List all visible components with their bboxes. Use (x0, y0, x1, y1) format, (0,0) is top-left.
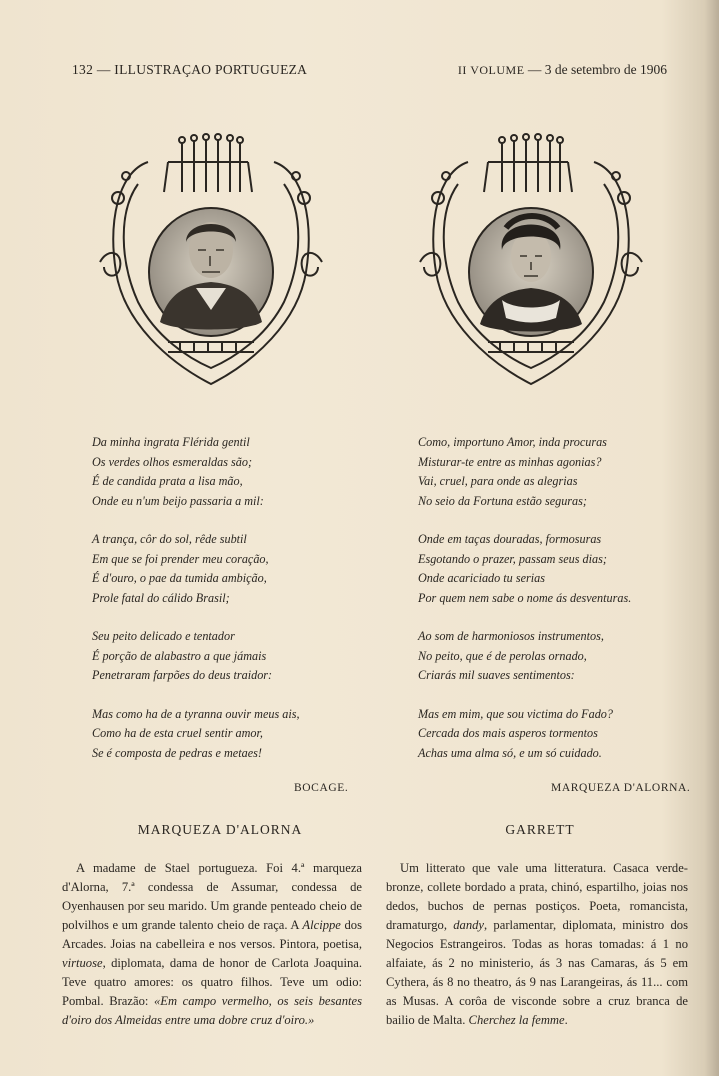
poem-line: Como ha de esta cruel sentir amor, (92, 726, 263, 740)
poem-line: É de candida prata a lisa mão, (92, 474, 243, 488)
bio-emphasis: «Em campo vermelho, os seis besantes d'oiro dos Almeidas entre uma dobre cruz d'oiro.» (62, 994, 362, 1027)
poem-line: Onde acariciado tu serias (418, 571, 545, 585)
poem-line: Mas em mim, que sou victima do Fado? (418, 706, 613, 721)
poem-line: Em que se foi prender meu coração, (92, 551, 269, 566)
poem-line: Ao som de harmoniosos instrumentos, (418, 629, 604, 643)
bio-text: . (564, 1013, 568, 1027)
bio-text: Um litterato que vale uma litteratura. Casaca verde-bronze, collete bordado a prata, chinó, espartilho, joias nos dedos, buchos de pernas postiços. Poeta, romancista, dramaturgo, (386, 861, 688, 932)
poem-line: Se é composta de pedras e metaes! (92, 745, 262, 760)
section-title-alorna: MARQUEZA D'ALORNA (137, 822, 303, 837)
poem-line: Por quem nem sabe o nome ás desventuras. (418, 590, 632, 605)
poem-line: Penetraram farpões do deus traidor: (92, 668, 273, 682)
poem-line: É d'ouro, o pae da tumida ambição, (92, 571, 267, 585)
poem-stanza (418, 627, 631, 686)
poem-line: No seio da Fortuna estão seguras; (418, 493, 587, 508)
running-header-date (458, 62, 667, 78)
poem-line: Onde eu n'um beijo passaria a mil: (92, 493, 264, 508)
section-title-garrett: GARRETT (505, 822, 575, 837)
portrait-alorna-lyre (418, 132, 644, 390)
poem-stanza (92, 705, 300, 764)
poem-alorna (418, 433, 631, 782)
poem-line: Prole fatal do cálido Brasil; (92, 590, 230, 605)
biography-alorna (62, 859, 362, 1030)
poem-stanza (92, 433, 300, 511)
bio-text: , parlamentar, diplomata, ministro dos Negocios Estrangeiros. Todas as horas tomadas: á 1 no alfaiate, ás 2 no ministerio, ás 3 nas Camaras, ás 5 em Cythera, ás 8 no theatro, ás 9 nas Larangeiras, ás 11... com as Musas. A corôa de visconde sobre a cruz branca de bailio de Malta. (386, 918, 688, 1027)
poem-line: Vai, cruel, para onde as alegrias (418, 474, 578, 488)
running-header-title: 132 — ILLUSTRAÇAO PORTUGUEZA (72, 62, 308, 77)
poem-line: Onde em taças douradas, formosuras (418, 532, 602, 546)
poem-stanza (418, 530, 631, 608)
signature-alorna: MARQUEZA D'ALORNA. (551, 782, 691, 794)
biography-garrett (386, 859, 688, 1030)
issue-date: — 3 de setembro de 1906 (527, 62, 667, 77)
bio-emphasis: dandy (453, 918, 485, 932)
poem-stanza (418, 705, 631, 764)
poem-line: Da minha ingrata Flérida gentil (92, 435, 250, 449)
bio-text: , diplomata, dama de honor de Carlota Joaquina. Teve quatro amores: os quatro filhos. Teve um odio: Pombal. Brazão: (62, 956, 362, 1008)
poem-stanza (92, 530, 300, 608)
poem-line: Mas como ha de a tyranna ouvir meus ais, (92, 706, 300, 721)
volume-label: II VOLUME (457, 63, 525, 77)
poem-line: No peito, que é de perolas ornado, (418, 648, 587, 663)
poem-line: Criarás mil suaves sentimentos: (418, 668, 575, 682)
signature-bocage: BOCAGE. (294, 782, 349, 794)
bio-text: dos Arcades. Joias na cabelleira e nos versos. Pintora, poetisa, (62, 918, 362, 951)
poem-line: Misturar-te entre as minhas agonias? (418, 454, 602, 469)
poem-line: Como, importuno Amor, inda procuras (418, 435, 607, 449)
poem-line: Seu peito delicado e tentador (92, 629, 235, 643)
bio-text: A madame de Stael portugueza. Foi 4.ª marqueza d'Alorna, 7.ª condessa de Assumar, condessa de Oyenhausen por seu marido. Um grande penteado cheio de polvilhos e um grande talento cheio de raça. A (62, 861, 362, 932)
poem-line: A trança, côr do sol, rêde subtil (92, 532, 247, 546)
poem-line: Esgotando o prazer, passam seus dias; (418, 551, 607, 566)
poem-line: Os verdes olhos esmeraldas são; (92, 454, 253, 469)
poem-bocage (92, 433, 300, 782)
poem-stanza (92, 627, 300, 686)
bio-emphasis: Alcippe (302, 918, 341, 932)
poem-line: Cercada dos mais asperos tormentos (418, 726, 598, 740)
bio-emphasis: Cherchez la femme (468, 1013, 565, 1027)
poem-stanza (418, 433, 631, 511)
portrait-bocage-lyre (98, 132, 324, 390)
poem-line: Achas uma alma só, e um só cuidado. (418, 745, 602, 760)
poem-line: É porção de alabastro a que jámais (92, 648, 267, 663)
bio-emphasis: virtuose (62, 956, 103, 970)
